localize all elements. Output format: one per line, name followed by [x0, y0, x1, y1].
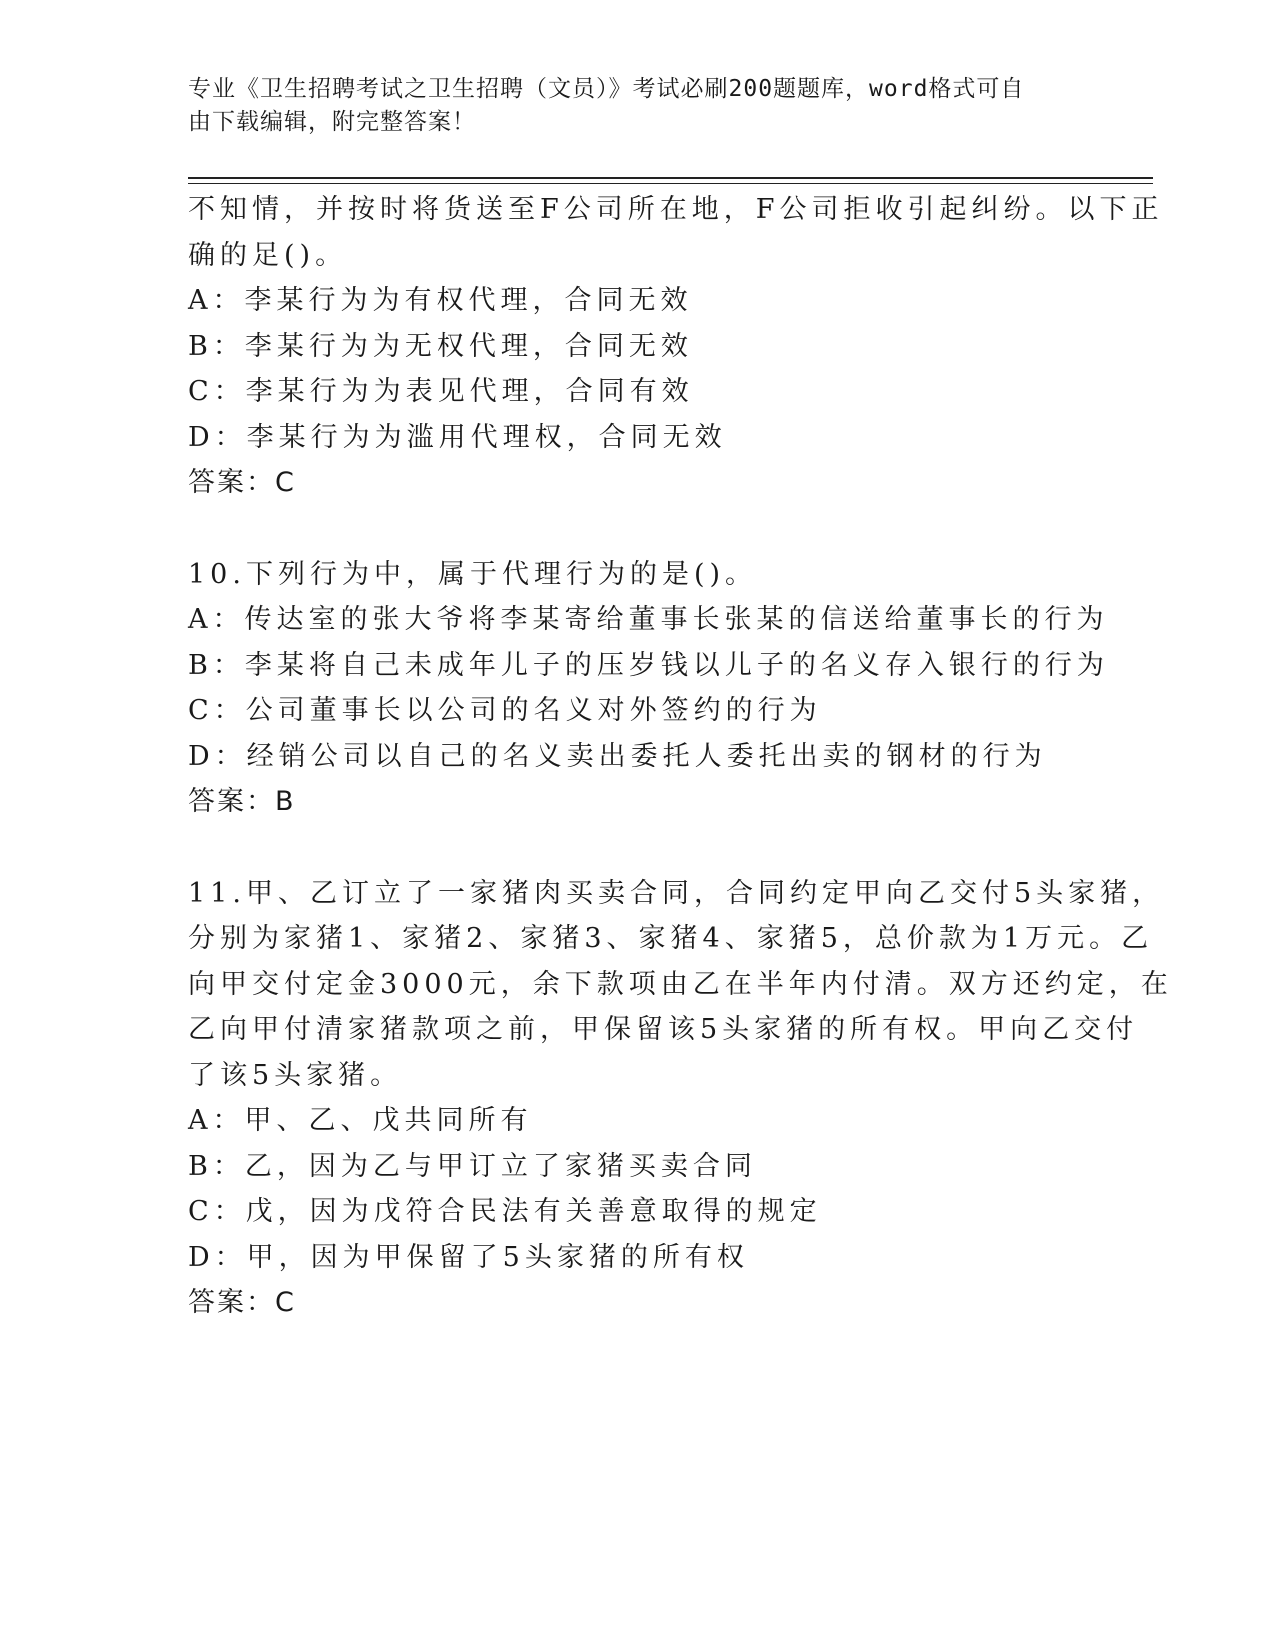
- document-header: [188, 73, 1088, 139]
- option-b: B：李某行为为无权代理，合同无效: [188, 330, 693, 362]
- question-list: [188, 187, 1173, 1326]
- answer-line: 答案：B: [188, 786, 296, 817]
- header-line-2: 由下载编辑，附完整答案！: [188, 109, 476, 135]
- header-divider-thin: [188, 183, 1153, 184]
- question-9: [188, 187, 1164, 506]
- question-10: [188, 552, 1148, 825]
- question-stem-line: 11.甲、乙订立了一家猪肉买卖合同，合同约定甲向乙交付5头家猪，: [188, 877, 1165, 909]
- question-spacer: [188, 825, 1148, 871]
- answer-line: 答案：C: [188, 1287, 296, 1318]
- option-b: B：乙，因为乙与甲订立了家猪买卖合同: [188, 1150, 757, 1182]
- option-d: D：经销公司以自己的名义卖出委托人委托出卖的钢材的行为: [188, 740, 1047, 772]
- option-a: A：李某行为为有权代理，合同无效: [188, 285, 693, 316]
- option-b: B：李某将自己未成年儿子的压岁钱以儿子的名义存入银行的行为: [188, 649, 1109, 681]
- question-spacer: [188, 506, 1148, 552]
- option-d: D：甲，因为甲保留了5头家猪的所有权: [188, 1241, 749, 1273]
- option-c: C：李某行为为表见代理，合同有效: [188, 376, 694, 407]
- header-line-1: 专业《卫生招聘考试之卫生招聘（文员）》考试必刷200题题库，word格式可自: [188, 76, 1025, 102]
- question-11: [188, 871, 1173, 1326]
- question-stem-line: 了该5头家猪。: [188, 1059, 403, 1091]
- option-a: A：甲、乙、戊共同所有: [188, 1105, 533, 1136]
- question-stem-line: 分别为家猪1、家猪2、家猪3、家猪4、家猪5，总价款为1万元。乙: [188, 923, 1154, 954]
- question-stem-line: 10.下列行为中，属于代理行为的是()。: [188, 558, 758, 590]
- option-a: A：传达室的张大爷将李某寄给董事长张某的信送给董事长的行为: [188, 604, 1109, 635]
- answer-line: 答案：C: [188, 467, 296, 498]
- question-stem-line: 乙向甲付清家猪款项之前，甲保留该5头家猪的所有权。甲向乙交付: [188, 1014, 1139, 1045]
- option-d: D：李某行为为滥用代理权，合同无效: [188, 421, 727, 453]
- question-stem-line: 确的足()。: [188, 239, 348, 271]
- option-c: C：公司董事长以公司的名义对外签约的行为: [188, 695, 822, 726]
- question-stem-line: 向甲交付定金3000元，余下款项由乙在半年内付清。双方还约定，在: [188, 968, 1173, 1000]
- option-c: C：戊，因为戊符合民法有关善意取得的规定: [188, 1196, 822, 1227]
- header-divider-thick: [188, 177, 1153, 179]
- question-stem-line: 不知情，并按时将货送至F公司所在地，F公司拒收引起纠纷。以下正: [188, 194, 1164, 225]
